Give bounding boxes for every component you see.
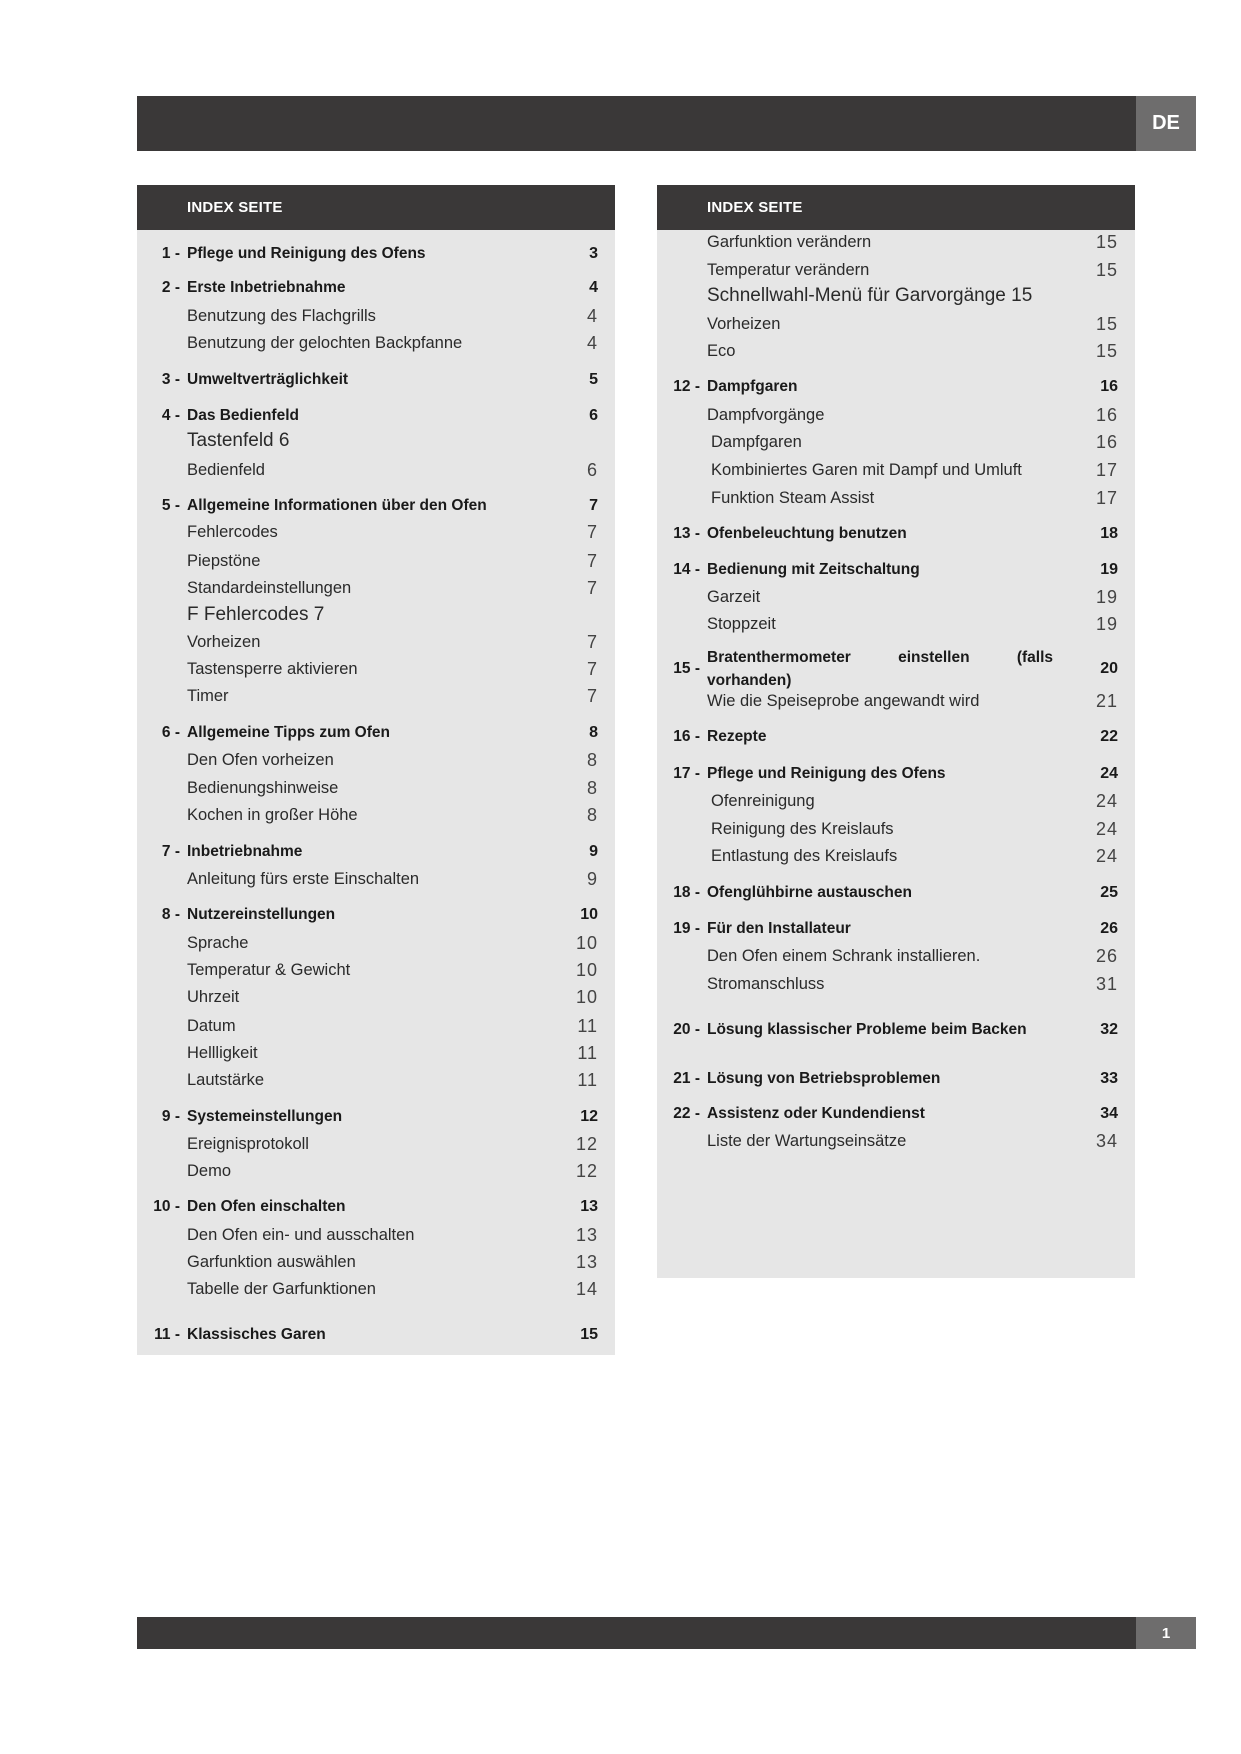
- toc-entry-title: Bedienung mit Zeitschaltung: [707, 561, 920, 578]
- toc-entry-title: Reinigung des Kreislaufs: [711, 819, 894, 838]
- toc-entry[interactable]: [137, 630, 615, 654]
- toc-entry-page: 12: [580, 1108, 598, 1125]
- toc-entry[interactable]: [657, 522, 1135, 546]
- toc-entry-page: 17: [1095, 487, 1118, 508]
- toc-entry-title: Bedienfeld: [187, 460, 265, 479]
- toc-entry-number: 17 -: [673, 765, 700, 782]
- toc-entry-title: Bratenthermometer einstellen (falls vorhanden): [707, 649, 1053, 689]
- toc-entry-title: Allgemeine Informationen über den Ofen: [187, 497, 487, 514]
- toc-entry[interactable]: [137, 429, 615, 453]
- toc-entry-number: 13 -: [673, 525, 700, 542]
- toc-entry[interactable]: [657, 403, 1135, 427]
- toc-entry-page: 25: [1100, 884, 1118, 901]
- toc-entry-title: Für den Installateur: [707, 920, 851, 937]
- toc-entry[interactable]: [657, 1102, 1135, 1126]
- toc-entry-title: Entlastung des Kreislaufs: [711, 846, 898, 865]
- toc-entry-number: 20 -: [673, 1021, 700, 1038]
- toc-entry-title: Garzeit: [707, 587, 761, 606]
- toc-entry-title: Uhrzeit: [187, 987, 240, 1006]
- toc-entry-title: Wie die Speiseprobe angewandt wird: [707, 691, 980, 710]
- toc-entry[interactable]: [137, 1041, 615, 1065]
- toc-entry-title: Kombiniertes Garen mit Dampf und Umluft: [711, 460, 1022, 479]
- toc-entry[interactable]: [657, 230, 1135, 254]
- toc-entry[interactable]: [137, 368, 615, 392]
- toc-entry-title: Dampfgaren: [707, 378, 798, 395]
- toc-entry-title: Umweltverträglichkeit: [187, 371, 349, 388]
- toc-entry[interactable]: [137, 1250, 615, 1274]
- toc-entry-page: 6: [586, 459, 598, 480]
- toc-entry-title: Klassisches Garen: [187, 1326, 326, 1343]
- toc-entry-page: 5: [589, 371, 598, 388]
- toc-entry-page: 15: [1095, 231, 1118, 252]
- toc-entry-title: Vorheizen: [707, 314, 781, 333]
- toc-entry-number: 15 -: [673, 660, 700, 677]
- toc-entry-title: Vorheizen: [187, 632, 261, 651]
- toc-entry-number: 2 -: [161, 279, 180, 296]
- toc-entry-page: 4: [586, 305, 598, 326]
- toc-entry-page: 34: [1100, 1105, 1118, 1122]
- toc-entry-page: 6: [589, 407, 598, 424]
- toc-entry-number: 18 -: [673, 884, 700, 901]
- toc-entry-number: 8 -: [161, 906, 180, 923]
- toc-entry-page: 21: [1095, 690, 1118, 711]
- toc-entry[interactable]: [137, 304, 615, 328]
- toc-entry[interactable]: [657, 375, 1135, 399]
- toc-entry-title: Kochen in großer Höhe: [187, 805, 358, 824]
- toc-entry[interactable]: [137, 331, 615, 355]
- toc-entry[interactable]: [657, 1129, 1135, 1153]
- toc-entry-title: Piepstöne: [187, 551, 261, 570]
- toc-entry-page: 34: [1095, 1130, 1118, 1151]
- toc-entry[interactable]: [657, 844, 1135, 868]
- toc-entry-page: 11: [577, 1069, 598, 1090]
- toc-entry[interactable]: [657, 339, 1135, 363]
- toc-entry-page: 7: [586, 550, 598, 571]
- toc-entry-title: Fehlercodes: [187, 522, 278, 541]
- toc-entry[interactable]: [657, 944, 1135, 968]
- toc-entry-page: 15: [1095, 259, 1118, 280]
- toc-entry[interactable]: [657, 972, 1135, 996]
- toc-entry-title: Schnellwahl-Menü für Garvorgänge 15: [707, 285, 1033, 306]
- toc-entry-page: 7: [586, 631, 598, 652]
- toc-entry-page: 7: [586, 658, 598, 679]
- toc-left-column: [137, 185, 615, 1355]
- toc-entry[interactable]: [657, 689, 1135, 713]
- toc-entry-title: Lautstärke: [187, 1070, 265, 1089]
- toc-entry-page: 10: [575, 986, 598, 1007]
- toc-entry-page: 22: [1100, 728, 1118, 745]
- toc-entry[interactable]: [137, 576, 615, 600]
- toc-entry-page: 15: [1095, 313, 1118, 334]
- toc-entry-title: Ofenbeleuchtung benutzen: [707, 525, 907, 542]
- toc-entry-title: Inbetriebnahme: [187, 843, 303, 860]
- toc-entry[interactable]: [137, 1195, 615, 1219]
- toc-entry-number: 11 -: [154, 1326, 180, 1343]
- toc-entry-page: 9: [589, 843, 598, 860]
- toc-right-column: [657, 185, 1135, 1278]
- toc-entry-title: Den Ofen einem Schrank installieren.: [707, 946, 981, 965]
- toc-entry-page: 26: [1100, 920, 1118, 937]
- toc-entry[interactable]: [657, 881, 1135, 905]
- toc-entry-title: Allgemeine Tipps zum Ofen: [187, 724, 390, 741]
- toc-entry-number: 21 -: [673, 1070, 700, 1087]
- toc-entry-page: 14: [575, 1278, 598, 1299]
- toc-entry[interactable]: [137, 657, 615, 681]
- toc-right-heading: INDEX SEITE: [657, 185, 1135, 230]
- toc-entry-number: 6 -: [161, 724, 180, 741]
- toc-entry-page: 16: [1100, 378, 1118, 395]
- toc-entry[interactable]: [137, 1068, 615, 1092]
- toc-entry[interactable]: [137, 1105, 615, 1129]
- toc-entry-title: Standardeinstellungen: [187, 578, 352, 597]
- toc-entry-title: Liste der Wartungseinsätze: [707, 1131, 907, 1150]
- toc-entry[interactable]: [137, 721, 615, 745]
- toc-entry-page: 12: [575, 1160, 598, 1181]
- toc-entry[interactable]: [137, 1223, 615, 1247]
- toc-entry[interactable]: [657, 646, 1135, 692]
- toc-entry[interactable]: [137, 404, 615, 428]
- toc-entry-title: Garfunktion auswählen: [187, 1252, 356, 1271]
- toc-entry[interactable]: [137, 603, 615, 627]
- toc-entry[interactable]: [657, 612, 1135, 636]
- toc-entry-title: Lösung von Betriebsproblemen: [707, 1070, 941, 1087]
- toc-entry-number: 5 -: [161, 497, 180, 514]
- toc-entry-page: 18: [1100, 525, 1118, 542]
- toc-entry-title: Anleitung fürs erste Einschalten: [187, 869, 420, 888]
- toc-entry-page: 26: [1095, 945, 1118, 966]
- toc-entry[interactable]: [657, 917, 1135, 941]
- toc-entry[interactable]: [137, 1132, 615, 1156]
- toc-entry[interactable]: [657, 585, 1135, 609]
- toc-entry-page: 19: [1100, 561, 1118, 578]
- toc-entry[interactable]: [137, 520, 615, 544]
- toc-entry[interactable]: [137, 549, 615, 573]
- toc-entry[interactable]: [137, 458, 615, 482]
- toc-entry-page: 8: [586, 777, 598, 798]
- toc-entry[interactable]: [657, 258, 1135, 282]
- toc-entry-number: 3 -: [161, 371, 180, 388]
- toc-entry-page: 24: [1095, 818, 1118, 839]
- toc-entry-title: Systemeinstellungen: [187, 1108, 343, 1125]
- toc-entry-title: Tastensperre aktivieren: [187, 659, 358, 678]
- toc-entry-title: Garfunktion verändern: [707, 232, 872, 251]
- toc-entry-number: 19 -: [673, 920, 700, 937]
- toc-entry[interactable]: [137, 803, 615, 827]
- toc-entry-page: 13: [580, 1198, 598, 1215]
- toc-entry[interactable]: [657, 486, 1135, 510]
- toc-entry[interactable]: [657, 430, 1135, 454]
- toc-entry[interactable]: [137, 931, 615, 955]
- toc-entry-page: 10: [575, 932, 598, 953]
- toc-entry-title: Eco: [707, 341, 736, 360]
- toc-entry[interactable]: [657, 789, 1135, 813]
- toc-entry-page: 15: [1095, 340, 1118, 361]
- toc-entry[interactable]: [657, 1067, 1135, 1091]
- toc-entry-page: 10: [580, 906, 598, 923]
- toc-entry-title: Benutzung des Flachgrills: [187, 306, 376, 325]
- toc-entry-title: Das Bedienfeld: [187, 407, 299, 424]
- toc-entry-title: Ofenreinigung: [711, 791, 815, 810]
- toc-entry-page: 3: [589, 245, 598, 262]
- toc-entry-page: 11: [577, 1042, 598, 1063]
- toc-entry[interactable]: [137, 276, 615, 300]
- toc-entry-page: 32: [1100, 1021, 1118, 1038]
- language-tab: DE: [1136, 96, 1196, 151]
- toc-entry-number: 9 -: [161, 1108, 180, 1125]
- toc-entry-title: Den Ofen einschalten: [187, 1198, 346, 1215]
- toc-entry-title: Ereignisprotokoll: [187, 1134, 309, 1153]
- toc-entry-title: Pflege und Reinigung des Ofens: [707, 765, 946, 782]
- toc-entry-title: Demo: [187, 1161, 232, 1180]
- toc-entry-title: F Fehlercodes 7: [187, 604, 325, 625]
- toc-entry-page: 24: [1095, 790, 1118, 811]
- toc-entry-title: Den Ofen vorheizen: [187, 750, 334, 769]
- toc-entry-number: 14 -: [673, 561, 700, 578]
- toc-entry[interactable]: [137, 1014, 615, 1038]
- toc-entry-page: 8: [589, 724, 598, 741]
- toc-entry[interactable]: [137, 684, 615, 708]
- toc-entry[interactable]: [657, 725, 1135, 749]
- toc-entry[interactable]: [657, 558, 1135, 582]
- toc-entry-title: Ofenglühbirne austauschen: [707, 884, 912, 901]
- toc-entry-title: Funktion Steam Assist: [711, 488, 875, 507]
- page-number: 1: [1136, 1617, 1196, 1649]
- toc-entry[interactable]: [657, 762, 1135, 786]
- toc-entry[interactable]: [137, 242, 615, 266]
- toc-entry-page: 9: [586, 868, 598, 889]
- toc-entry-page: 7: [586, 521, 598, 542]
- toc-entry-title: Timer: [187, 686, 229, 705]
- toc-entry-page: 20: [1100, 660, 1118, 677]
- toc-entry[interactable]: [137, 494, 615, 518]
- toc-entry-title: Den Ofen ein- und ausschalten: [187, 1225, 415, 1244]
- toc-entry-title: Tastenfeld 6: [187, 430, 290, 451]
- toc-entry[interactable]: [657, 817, 1135, 841]
- toc-entry-page: 24: [1095, 845, 1118, 866]
- toc-entry-number: 16 -: [673, 728, 700, 745]
- toc-entry-number: 4 -: [161, 407, 180, 424]
- toc-entry-title: Dampfgaren: [711, 432, 802, 451]
- toc-entry-page: 15: [580, 1326, 598, 1343]
- toc-entry[interactable]: [137, 867, 615, 891]
- toc-entry-title: Assistenz oder Kundendienst: [707, 1105, 925, 1122]
- toc-entry[interactable]: [137, 1159, 615, 1183]
- toc-entry-number: 10 -: [153, 1198, 180, 1215]
- toc-entry-page: 10: [575, 959, 598, 980]
- header-bar: [137, 96, 1136, 151]
- toc-entry-title: Bedienungshinweise: [187, 778, 339, 797]
- toc-entry-page: 33: [1100, 1070, 1118, 1087]
- toc-entry-title: Benutzung der gelochten Backpfanne: [187, 333, 463, 352]
- toc-entry-page: 4: [589, 279, 598, 296]
- toc-entry[interactable]: [137, 1277, 615, 1301]
- footer-bar: [137, 1617, 1136, 1649]
- toc-entry-page: 7: [589, 497, 598, 514]
- toc-entry[interactable]: [657, 1018, 1135, 1042]
- toc-entry-title: Hellligkeit: [187, 1043, 258, 1062]
- toc-entry[interactable]: [137, 748, 615, 772]
- toc-entry-title: Datum: [187, 1016, 236, 1035]
- toc-entry-title: Erste Inbetriebnahme: [187, 279, 346, 296]
- toc-entry-page: 24: [1100, 765, 1118, 782]
- toc-entry-page: 12: [575, 1133, 598, 1154]
- toc-entry[interactable]: [137, 776, 615, 800]
- toc-entry-page: 13: [575, 1251, 598, 1272]
- toc-entry-page: 19: [1095, 586, 1118, 607]
- toc-entry-page: 11: [577, 1015, 598, 1036]
- toc-entry[interactable]: [657, 458, 1135, 482]
- toc-entry-title: Rezepte: [707, 728, 767, 745]
- toc-entry-page: 16: [1095, 404, 1118, 425]
- toc-entry-page: 8: [586, 749, 598, 770]
- toc-entry-page: 16: [1095, 431, 1118, 452]
- toc-entry-title: Lösung klassischer Probleme beim Backen: [707, 1021, 1027, 1038]
- toc-entry-number: 22 -: [673, 1105, 700, 1122]
- toc-entry-number: 1 -: [161, 245, 180, 262]
- toc-entry-title: Nutzereinstellungen: [187, 906, 336, 923]
- toc-entry-page: 31: [1095, 973, 1118, 994]
- toc-entry-number: 12 -: [673, 378, 700, 395]
- toc-entry-title: Temperatur & Gewicht: [187, 960, 351, 979]
- toc-entry-title: Stromanschluss: [707, 974, 825, 993]
- toc-entry-page: 8: [586, 804, 598, 825]
- toc-entry-title: Temperatur verändern: [707, 260, 870, 279]
- toc-entry-title: Sprache: [187, 933, 249, 952]
- toc-entry-page: 19: [1095, 613, 1118, 634]
- toc-entry-page: 4: [586, 332, 598, 353]
- toc-left-heading: INDEX SEITE: [137, 185, 615, 230]
- toc-entry-title: Pflege und Reinigung des Ofens: [187, 245, 426, 262]
- toc-entry[interactable]: [137, 958, 615, 982]
- toc-entry-page: 7: [586, 577, 598, 598]
- toc-entry[interactable]: [137, 985, 615, 1009]
- toc-entry-page: 7: [586, 685, 598, 706]
- toc-entry[interactable]: [137, 903, 615, 927]
- toc-entry[interactable]: [137, 1323, 615, 1347]
- toc-entry[interactable]: [137, 840, 615, 864]
- toc-entry-title: Tabelle der Garfunktionen: [187, 1279, 376, 1298]
- toc-entry-title: Dampfvorgänge: [707, 405, 825, 424]
- toc-entry[interactable]: [657, 284, 1135, 308]
- toc-entry-page: 13: [575, 1224, 598, 1245]
- toc-entry-page: 17: [1095, 459, 1118, 480]
- toc-entry-title: Stoppzeit: [707, 614, 776, 633]
- toc-entry[interactable]: [657, 312, 1135, 336]
- toc-entry-number: 7 -: [161, 843, 180, 860]
